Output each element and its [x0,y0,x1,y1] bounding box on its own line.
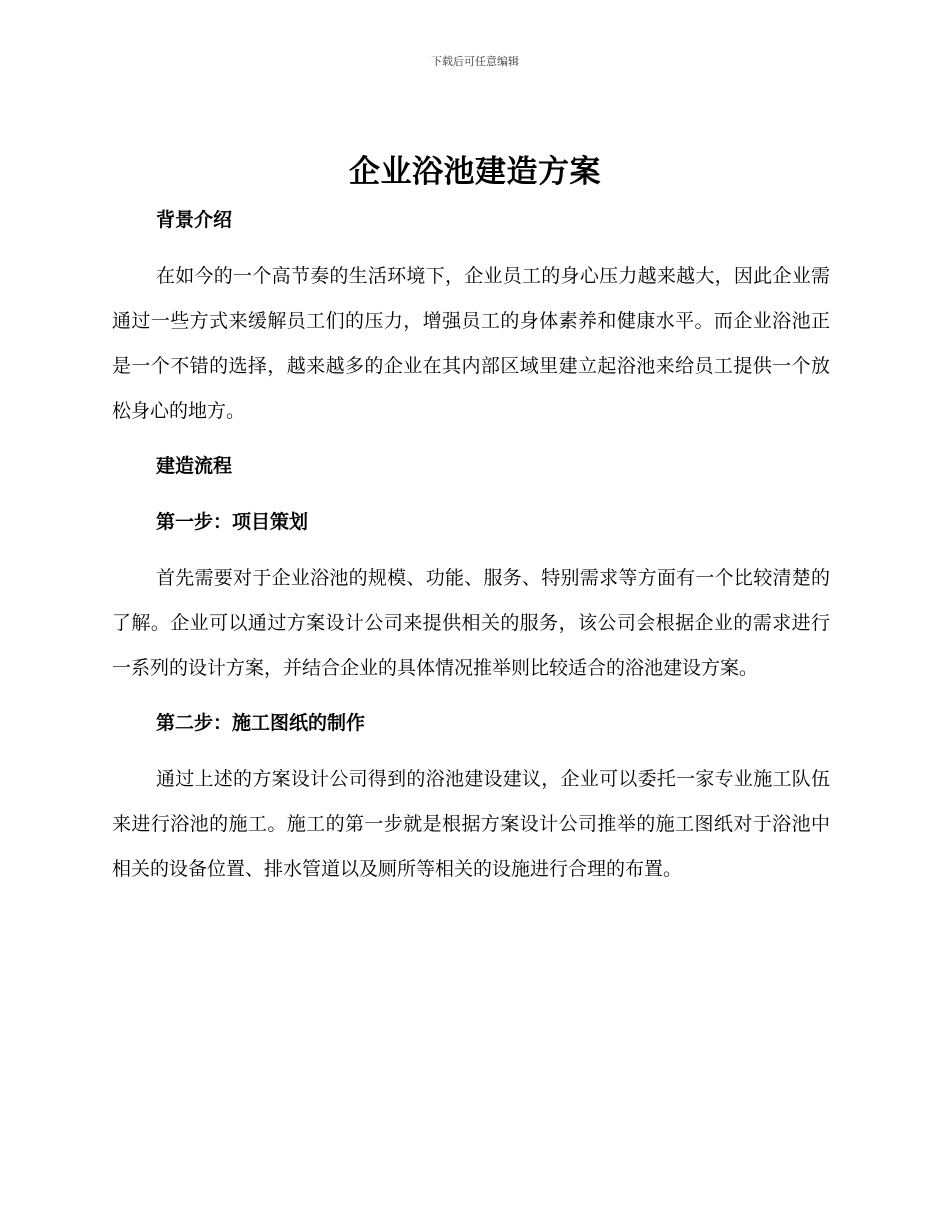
document-body [112,198,830,902]
section-heading-background: 背景介绍 [156,209,233,231]
step-heading-2: 第二步：施工图纸的制作 [156,712,366,734]
step-heading-1: 第一步：项目策划 [156,511,309,533]
paragraph-background: 在如今的一个高节奏的生活环境下，企业员工的身心压力越来越大，因此企业需通过一些方式来缓解员工们的压力，增强员工的身体素养和健康水平。而企业浴池正是一个不错的选择，越来越多的企业在其内部区域里建立起浴池来给员工提供一个放松身心的地方。 [112,265,830,422]
section-heading-process: 建造流程 [156,455,233,477]
running-header: 下载后可任意编辑 [431,55,519,68]
spacer [112,489,830,500]
spacer [112,746,830,757]
paragraph-step-1: 首先需要对于企业浴池的规模、功能、服务、特别需求等方面有一个比较清楚的了解。企业可以通过方案设计公司来提供相关的服务，该公司会根据企业的需求进行一系列的设计方案，并结合企业的具体情况推举则比较适合的浴池建设方案。 [112,567,830,679]
spacer [112,545,830,556]
paragraph-step-2: 通过上述的方案设计公司得到的浴池建设建议，企业可以委托一家专业施工队伍来进行浴池的施工。施工的第一步就是根据方案设计公司推举的施工图纸对于浴池中相关的设备位置、排水管道以及厕所等相关的设施进行合理的布置。 [112,768,830,880]
document-title: 企业浴池建造方案 [349,154,601,190]
spacer [112,243,830,254]
